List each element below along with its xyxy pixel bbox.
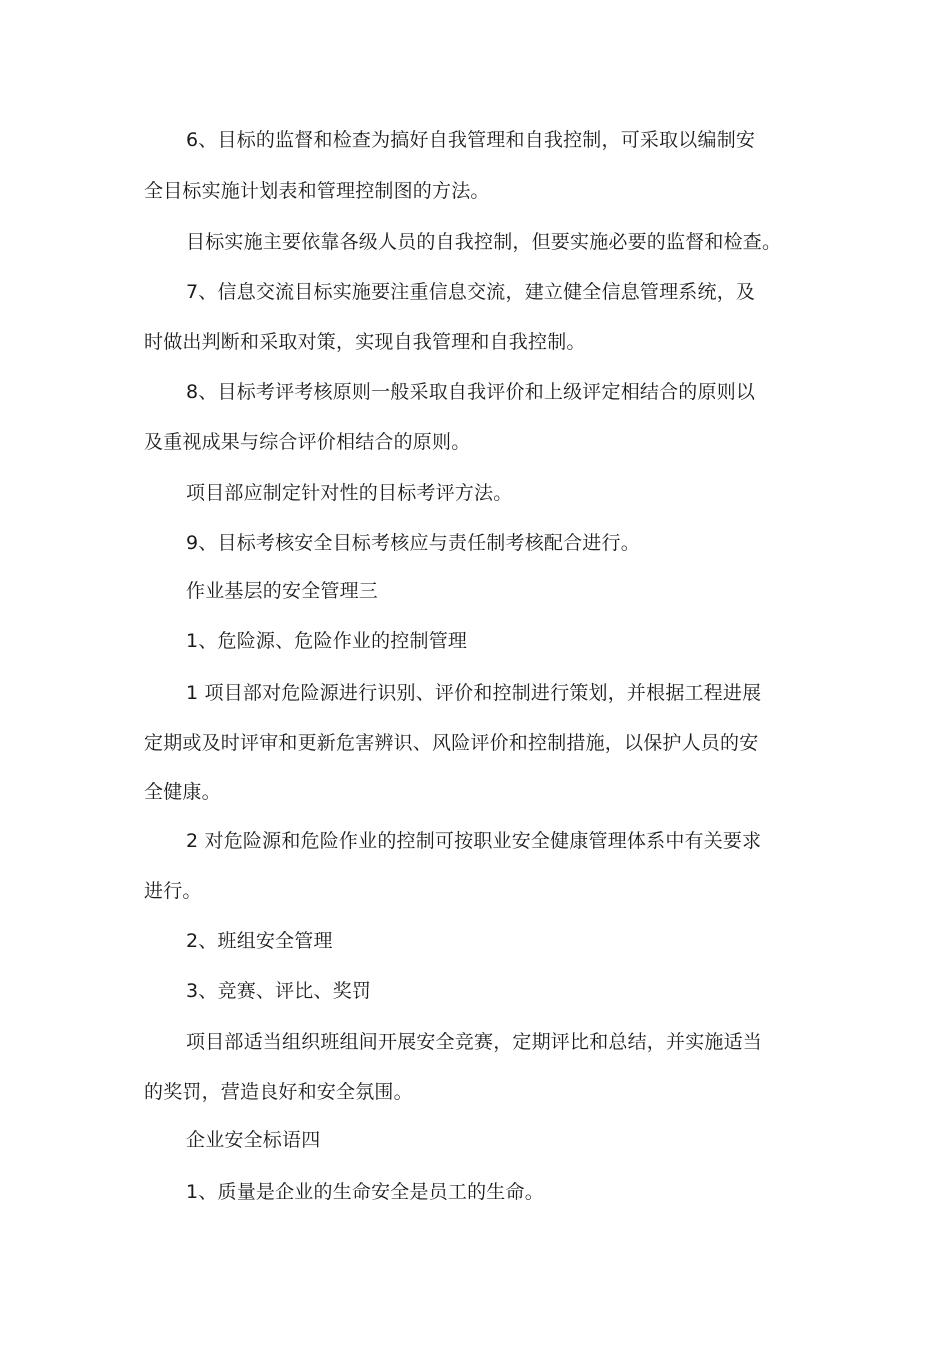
paragraph-line: 8、目标考评考核原则一般采取自我评价和上级评定相结合的原则以 [186, 381, 756, 403]
paragraph-line: 进行。 [144, 880, 202, 902]
paragraph-line: 1 项目部对危险源进行识别、评价和控制进行策划，并根据工程进展 [186, 682, 762, 704]
paragraph-line: 1、危险源、危险作业的控制管理 [186, 630, 468, 652]
section-heading: 企业安全标语四 [186, 1129, 321, 1151]
paragraph-line: 全目标实施计划表和管理控制图的方法。 [144, 180, 490, 202]
paragraph-line: 定期或及时评审和更新危害辨识、风险评价和控制措施，以保护人员的安 [144, 732, 759, 754]
paragraph-line: 的奖罚，营造良好和安全氛围。 [144, 1081, 413, 1103]
paragraph-line: 时做出判断和采取对策，实现自我管理和自我控制。 [144, 331, 586, 353]
section-heading: 作业基层的安全管理三 [186, 580, 379, 602]
paragraph-line: 全健康。 [144, 781, 221, 803]
paragraph-line: 9、目标考核安全目标考核应与责任制考核配合进行。 [186, 532, 640, 554]
paragraph-line: 2、班组安全管理 [186, 930, 333, 952]
paragraph-line: 7、信息交流目标实施要注重信息交流，建立健全信息管理系统，及 [186, 281, 756, 303]
paragraph-line: 3、竞赛、评比、奖罚 [186, 980, 372, 1002]
paragraph-line: 目标实施主要依靠各级人员的自我控制，但要实施必要的监督和检查。 [186, 231, 782, 253]
paragraph-line: 2 对危险源和危险作业的控制可按职业安全健康管理体系中有关要求 [186, 830, 762, 852]
paragraph-line: 1、质量是企业的生命安全是员工的生命。 [186, 1181, 544, 1203]
paragraph-line: 项目部应制定针对性的目标考评方法。 [186, 482, 513, 504]
paragraph-line: 及重视成果与综合评价相结合的原则。 [144, 431, 471, 453]
paragraph-line: 6、目标的监督和检查为搞好自我管理和自我控制，可采取以编制安 [186, 129, 756, 151]
paragraph-line: 项目部适当组织班组间开展安全竞赛，定期评比和总结，并实施适当 [186, 1031, 763, 1053]
